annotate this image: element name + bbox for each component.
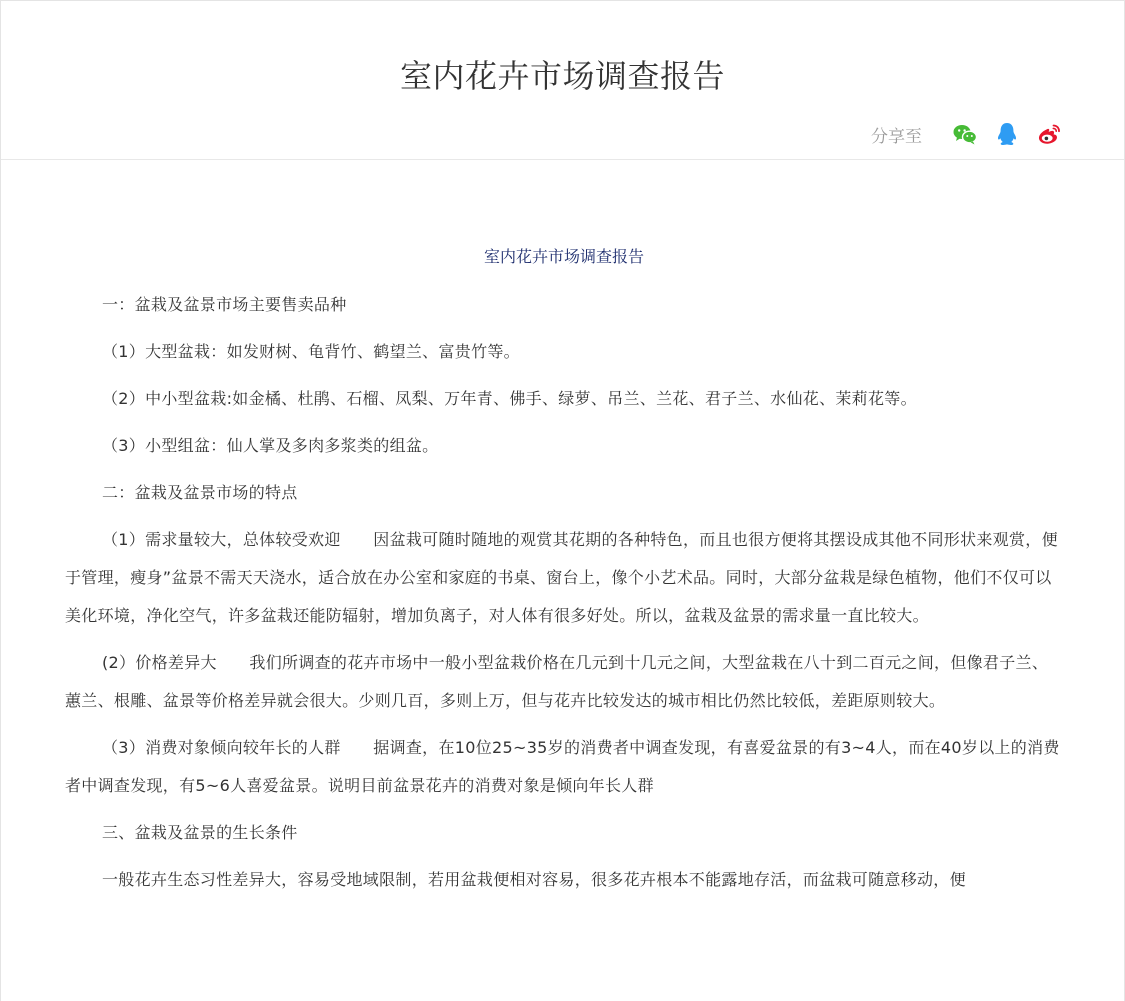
- share-bar: [871, 121, 1062, 147]
- share-label: 分享至: [871, 126, 922, 147]
- wechat-icon[interactable]: [952, 121, 978, 147]
- page-title: 室内花卉市场调查报告: [399, 57, 725, 95]
- article-title: 室内花卉市场调查报告: [483, 247, 644, 266]
- article-paragraph: （3）消费对象倾向较年长的人群 据调查，在10位25~35岁的消费者中调查发现，有喜爱盆景的有3~4人，而在40岁以上的消费者中调查发现，有5~6人喜爱盆景。说明目前盆景花卉的消费对象是倾向年长人群: [65, 738, 1060, 795]
- section-heading: 一：盆栽及盆景市场主要售卖品种: [102, 295, 347, 314]
- article-paragraph: （1）需求量较大，总体较受欢迎 因盆栽可随时随地的观赏其花期的各种特色，而且也很方便将其摆设成其他不同形状来观赏，便于管理，瘦身”盆景不需天天浇水，适合放在办公室和家庭的书桌、窗台上，像个小艺术品。同时，大部分盆栽是绿色植物，他们不仅可以美化环境，净化空气，许多盆栽还能防辐射，增加负离子，对人体有很多好处。所以，盆栽及盆景的需求量一直比较大。: [65, 530, 1058, 625]
- section-heading: 二：盆栽及盆景市场的特点: [102, 483, 298, 502]
- article-paragraph: （3）小型组盆：仙人掌及多肉多浆类的组盆。: [102, 436, 439, 455]
- article-paragraph: (2）价格差异大 我们所调查的花卉市场中一般小型盆栽价格在几元到十几元之间，大型盆栽在八十到二百元之间，但像君子兰、蕙兰、根雕、盆景等价格差异就会很大。少则几百，多则上万，但与花卉比较发达的城市相比仍然比较低，差距原则较大。: [65, 653, 1049, 710]
- qq-icon[interactable]: [994, 121, 1020, 147]
- page-header: [1, 1, 1124, 160]
- article-paragraph: 一般花卉生态习性差异大，容易受地域限制，若用盆栽便相对容易，很多花卉根本不能露地存活，而盆栽可随意移动，便: [102, 870, 966, 889]
- article-content: [65, 237, 1063, 908]
- article-paragraph: （1）大型盆栽：如发财树、龟背竹、鹤望兰、富贵竹等。: [102, 342, 520, 361]
- weibo-icon[interactable]: [1036, 121, 1062, 147]
- article-paragraph: （2）中小型盆栽:如金橘、杜鹃、石榴、凤梨、万年青、佛手、绿萝、吊兰、兰花、君子兰、水仙花、茉莉花等。: [102, 389, 917, 408]
- section-heading: 三、盆栽及盆景的生长条件: [102, 823, 298, 842]
